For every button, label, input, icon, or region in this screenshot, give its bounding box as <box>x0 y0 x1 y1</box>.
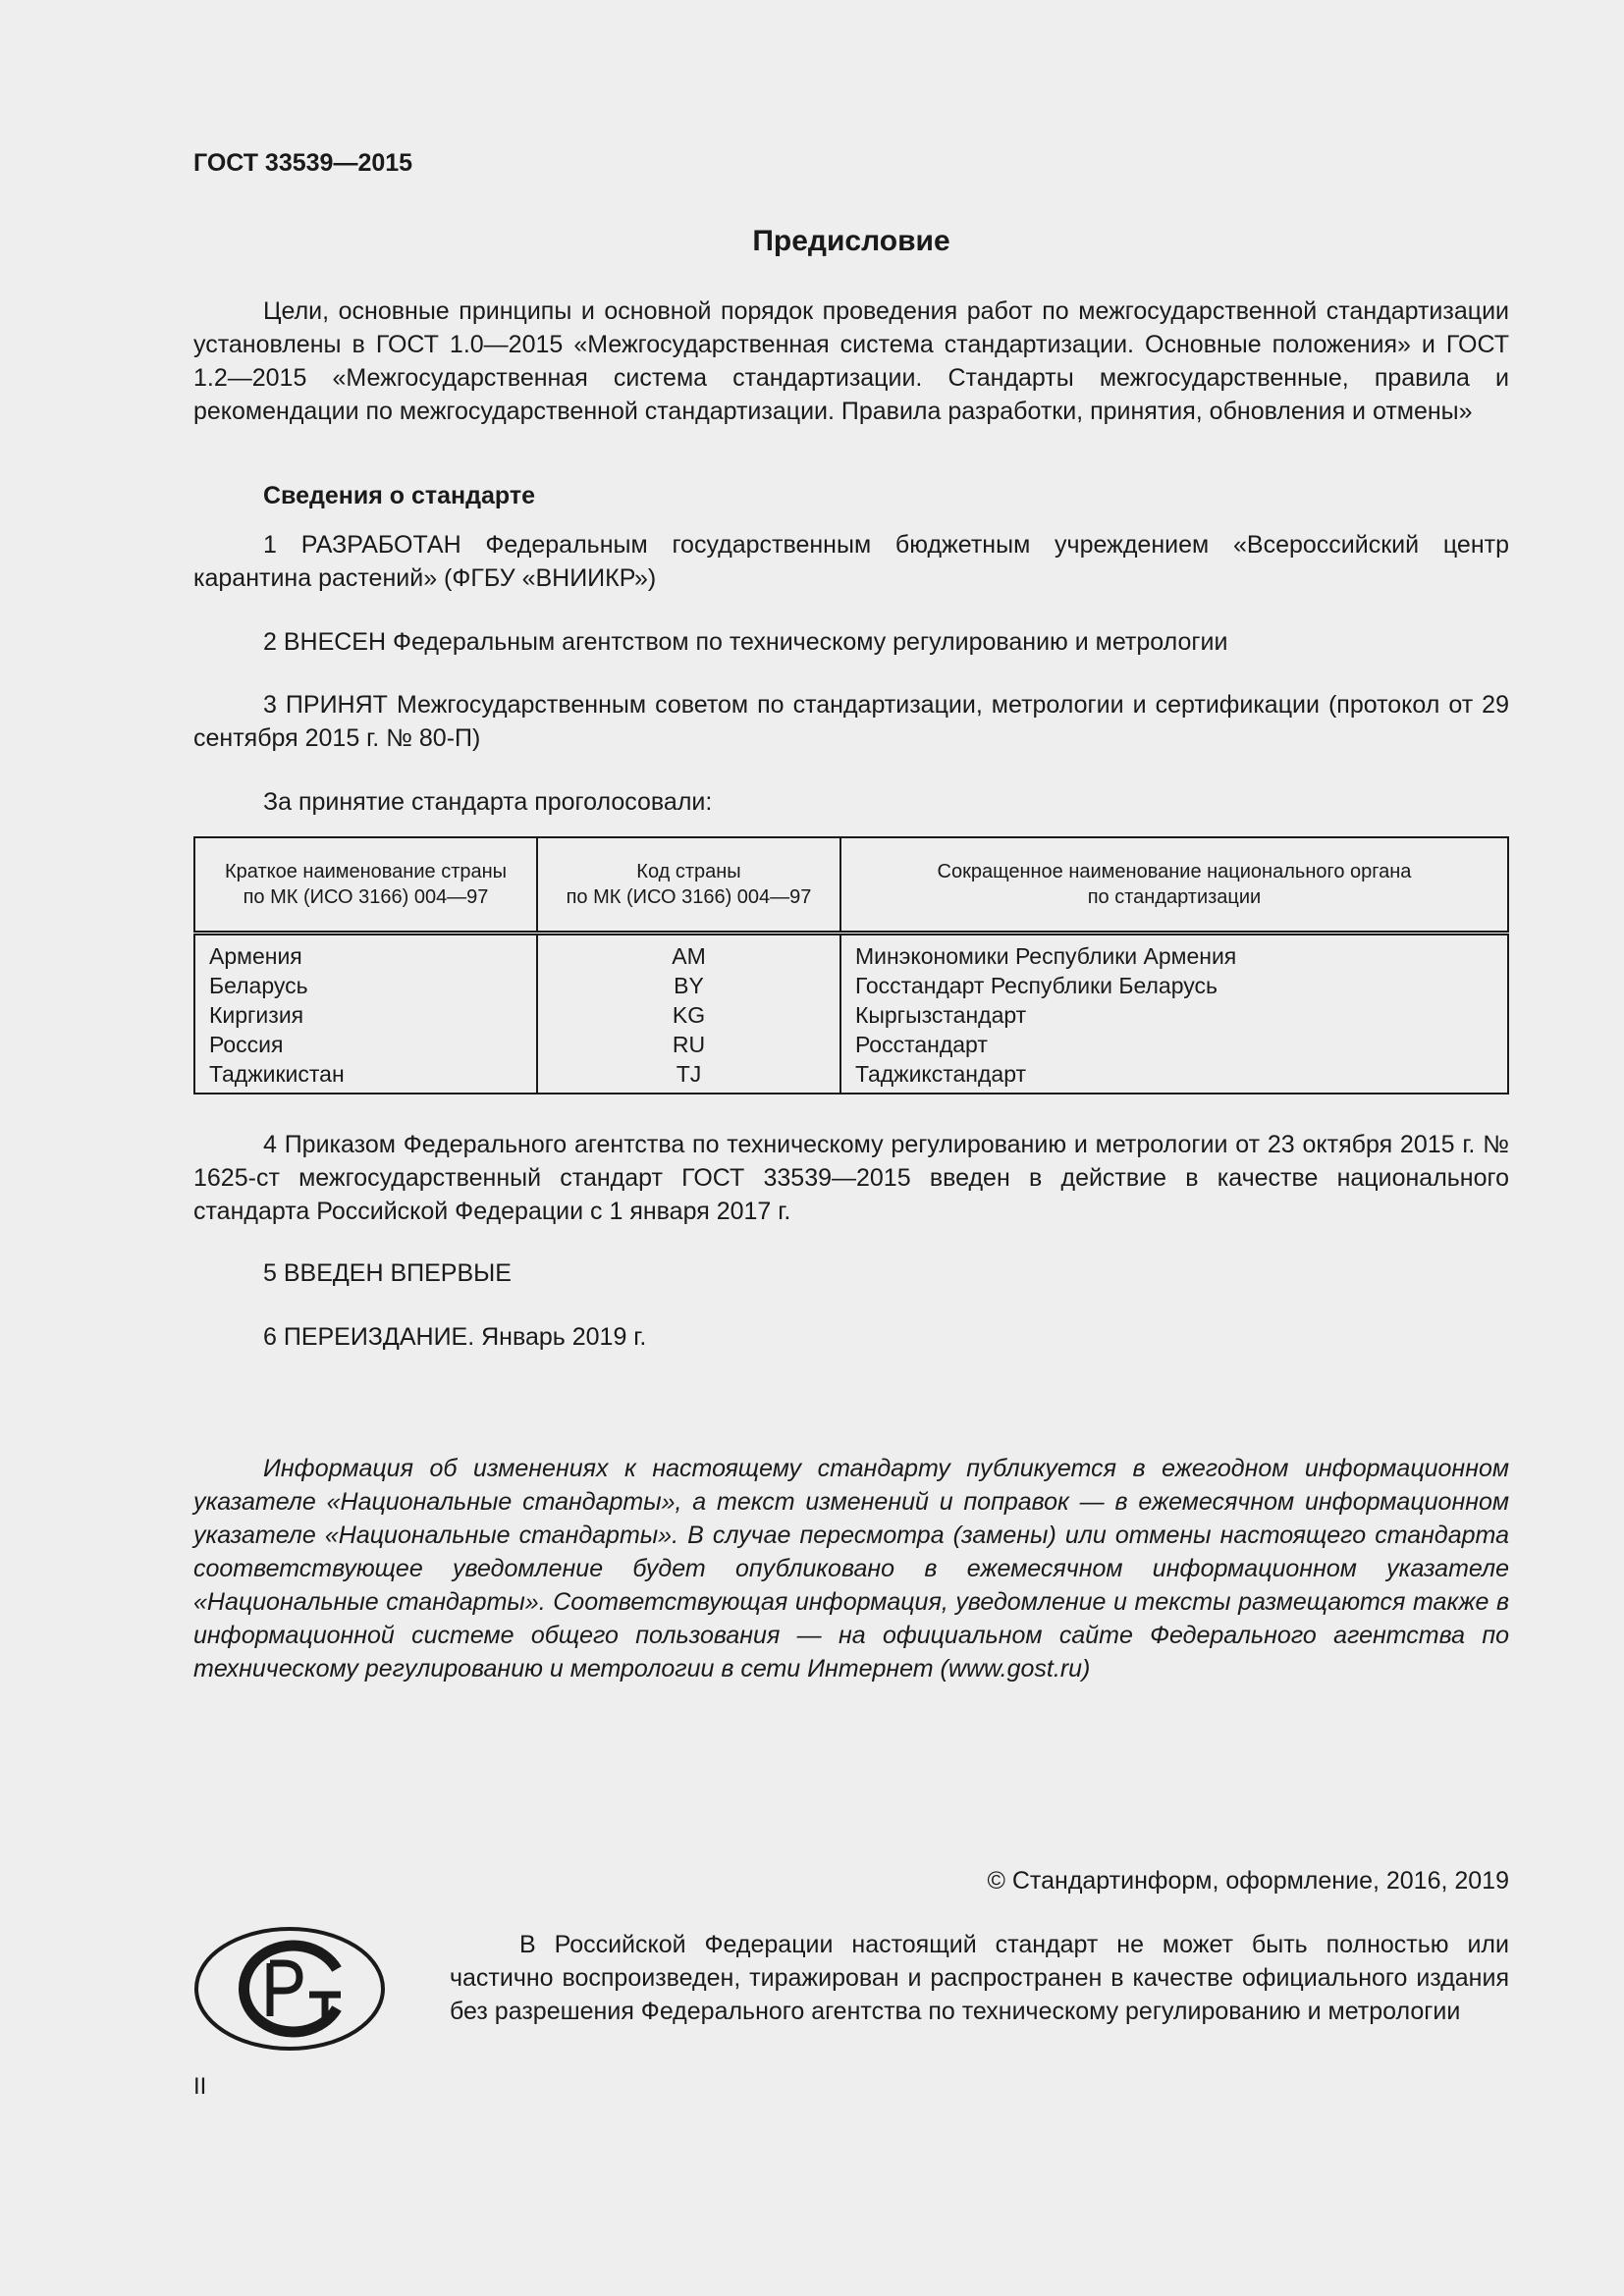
item-3-adopted: 3 ПРИНЯТ Межгосударственным советом по стандартизации, метрологии и сертификации (протокол от 29 сентября 2015 г. № 80-П) <box>193 691 1509 752</box>
country-name: Россия <box>209 1032 284 1057</box>
header-standards-body: Сокращенное наименование национального органа по стандартизации <box>840 837 1508 934</box>
rst-certification-mark-icon <box>193 1926 386 2052</box>
country-code: AM <box>672 943 706 969</box>
item-5-first-introduced: 5 ВВЕДЕН ВПЕРВЫЕ <box>263 1259 512 1287</box>
voting-countries-table <box>193 836 1509 1095</box>
standards-body: Минэкономики Республики Армения <box>854 943 1237 969</box>
country-codes-cell <box>537 934 840 1095</box>
info-heading: Сведения о стандарте <box>263 482 536 509</box>
country-code: TJ <box>676 1061 702 1087</box>
item-4-order: 4 Приказом Федерального агентства по техническому регулированию и метрологии от 23 октября 2015 г. № 1625-ст межгосударственный стандарт ГОСТ 33539—2015 введен в действие в качестве национального стандарта Российской Федерации с 1 января 2017 г. <box>193 1131 1509 1225</box>
header-country-code: Код страны по МК (ИСО 3166) 004—97 <box>537 837 840 934</box>
country-code: BY <box>674 973 704 998</box>
page-number: II <box>193 2073 207 2100</box>
standards-body: Кыргызстандарт <box>854 1002 1027 1028</box>
item-1-developed: 1 РАЗРАБОТАН Федеральным государственным бюджетным учреждением «Всероссийский центр карантина растений» (ФГБУ «ВНИИКР») <box>193 531 1509 592</box>
country-name: Армения <box>209 943 302 969</box>
copyright-line: © Стандартинформ, оформление, 2016, 2019 <box>987 1867 1509 1895</box>
country-code: RU <box>672 1032 706 1057</box>
doc-code-header: ГОСТ 33539—2015 <box>193 149 413 177</box>
country-name: Таджикистан <box>209 1061 345 1087</box>
reproduction-notice: В Российской Федерации настоящий стандарт не может быть полностью или частично воспроизведен, тиражирован и распространен в качестве официального издания без разрешения Федерального агентства по техническому регулированию и метрологии <box>450 1931 1509 2025</box>
intro-paragraph: Цели, основные принципы и основной порядок проведения работ по межгосударственной стандартизации установлены в ГОСТ 1.0—2015 «Межгосударственная система стандартизации. Основные положения» и ГОСТ 1.2—2015 «Межгосударственная система стандартизации. Стандарты межгосударственные, правила и рекомендации по межгосударственной стандартизации. Правила разработки, принятия, обновления и отмены» <box>193 297 1509 425</box>
country-name: Беларусь <box>209 973 308 998</box>
table-row <box>194 934 1508 1095</box>
table-header-row <box>194 837 1508 934</box>
standards-body: Таджикстандарт <box>854 1061 1027 1087</box>
country-names-cell <box>194 934 537 1095</box>
country-name: Киргизия <box>209 1002 304 1028</box>
standards-body: Росстандарт <box>854 1032 988 1057</box>
changes-notice: Информация об изменениях к настоящему стандарту публикуется в ежегодном информационном указателе «Национальные стандарты», а текст изменений и поправок — в ежемесячном информационном указателе «Национальные стандарты». В случае пересмотра (замены) или отмены настоящего стандарта соответствующее уведомление будет опубликовано в ежемесячном информационном указателе «Национальные стандарты». Соответствующая информация, уведомление и тексты размещаются также в информационной системе общего пользования — на официальном сайте Федерального агентства по техническому регулированию и метрологии в сети Интернет (www.gost.ru) <box>193 1455 1509 1682</box>
standards-bodies-cell <box>840 934 1508 1095</box>
header-country-name: Краткое наименование страны по МК (ИСО 3166) 004—97 <box>194 837 537 934</box>
item-2-submitted: 2 ВНЕСЕН Федеральным агентством по техническому регулированию и метрологии <box>263 628 1228 656</box>
standards-body: Госстандарт Республики Беларусь <box>854 973 1218 998</box>
page-title: Предисловие <box>752 225 950 257</box>
item-6-reissue: 6 ПЕРЕИЗДАНИЕ. Январь 2019 г. <box>263 1323 647 1351</box>
voted-label: За принятие стандарта проголосовали: <box>263 788 713 816</box>
country-code: KG <box>672 1002 706 1028</box>
